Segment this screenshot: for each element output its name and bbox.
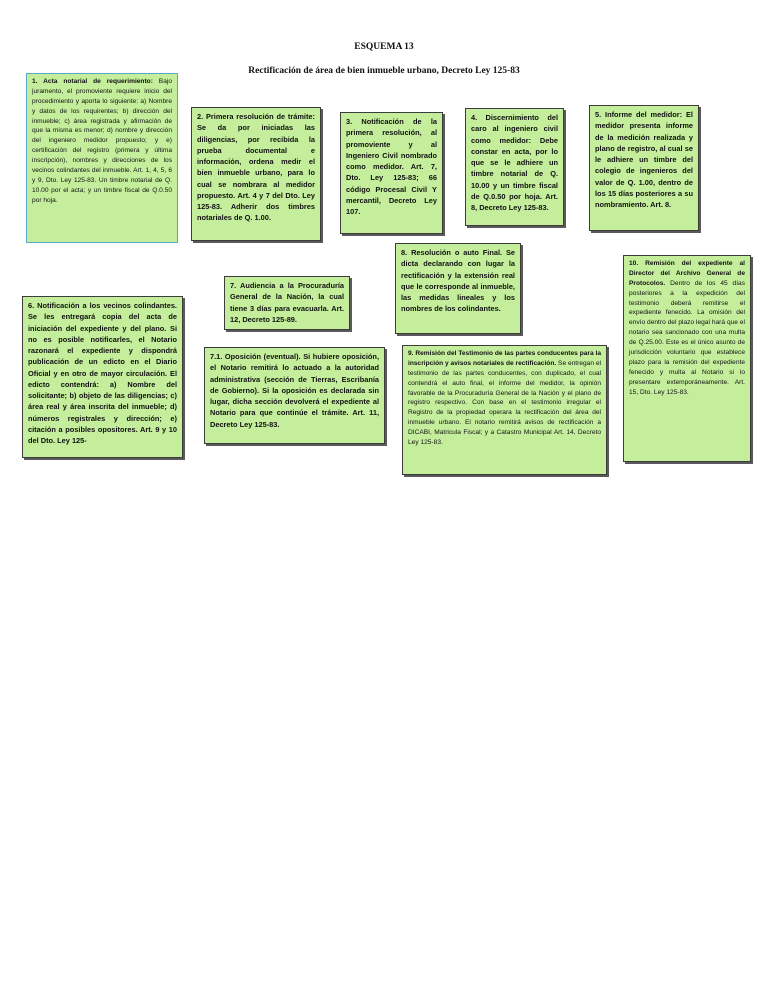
step-8-title: 8. Resolución o auto Final.: [401, 248, 503, 257]
step-10-body: Dentro de los 45 días posteriores a la expedición del testimonio deberá remitirse el expediente fenecido. La omisión del envío dentro del plazo legal hará que el notario sea sancionado con una multa de Q.25.00. Este es el único asunto de jurisdicción voluntario que establece plazo para la remisión del expediente fenecido y multa al Notario si lo presentare extemporáneamente. Art. 15, Dto. Ley 125-83.: [629, 279, 745, 396]
step-7-1-title: 7.1. Oposición (eventual).: [210, 352, 301, 361]
step-3-title: 3. Notificación de la primera resolución,: [346, 117, 437, 138]
step-9-box: [402, 345, 607, 475]
step-9-title: 9. Remisión del Testimonio de las partes conducentes para la inscripción y avisos notariales de rectificación.: [408, 350, 601, 367]
step-2-body: Se da por iniciadas las diligencias, por recibida la prueba documental e información, ordena medir el bien inmueble urbano, para lo cual se nombrara al medidor propuesto. Art. 4 y 7 del Dto. Ley 125-83. Adherir dos timbres notariales de Q. 1.00.: [197, 123, 315, 223]
step-1-title: 1. Acta notarial de requerimiento:: [32, 78, 153, 85]
step-5-title: 5. Informe del medidor:: [595, 110, 683, 119]
step-6-body: Se les entregará copia del acta de iniciación del expediente y del plano. Si no es posible notificarles, el Notario razonará el expediente y dispondrá publicación de un edicto en el Diario Oficial y en otro de mayor circulación. El edicto contendrá: a) Nombre del solicitante; b) objeto de las diligencias; c) área real y área inscrita del inmueble; d) números registrales y dirección; e) citación a posibles opositores. Art. 9 y 10 del Dto. Ley 125-: [28, 312, 177, 445]
page-title: ESQUEMA 13: [354, 42, 414, 52]
step-1-box: [26, 73, 178, 243]
step-3-body: al promoviente y al Ingeniero Civil nombrado como medidor. Art. 7, Dto. Ley 125-83; 66 código Procesal Civil Y mercantil, Decreto Ley 107.: [346, 128, 437, 216]
step-5-body: El medidor presenta informe de la medición realizada y plano de registro, al cual se le adhiere un timbre del colegio de ingenieros del valor de Q. 1.00, dentro de los 15 días posteriores a su nombramiento. Art. 8.: [595, 110, 693, 209]
step-1-body: Bajo juramento, el promoviente requiere inicio del procedimiento y aporta lo siguiente: a) Nombre y datos de los requirentes; b) dirección del inmueble; c) área registrada y afirmación de que la misma es menor; d) nombre y dirección del ingeniero medidor propuesto; y e) certificación del registro (primera y última inscripción), nombres y direcciones de los vecinos colindantes del inmueble. Art. 1, 4, 5, 6 y 9, Dto. Ley 125-83. Un timbre notarial de Q. 10.00 por el acta; y un timbre fiscal de Q.0.50 por hoja.: [32, 78, 173, 204]
page-subtitle: Rectificación de área de bien inmueble urbano, Decreto Ley 125-83: [248, 66, 520, 76]
step-6-box: [22, 296, 183, 458]
step-6-title: 6. Notificación a los vecinos colindantes.: [28, 301, 177, 310]
step-7-box: [224, 276, 350, 330]
step-2-box: [191, 107, 321, 241]
step-8-box: [395, 243, 521, 334]
step-7-body: la cual tiene 3 días para evacuarla. Art. 12, Decreto 125-89.: [230, 292, 345, 324]
step-2-title: 2. Primera resolución de trámite:: [197, 112, 315, 121]
step-7-1-body: Si hubiere oposición, el Notario remitirá lo actuado a la autoridad administrativa (sección de Tierras, Escribanía de Gobierno). Si la oposición es declarada sin lugar, dicha sección devolverá el expediente al Notario para que continúe el trámite. Art. 11, Decreto Ley 125-83.: [210, 352, 380, 429]
step-7-title: 7. Audiencia a la Procuraduría General de la Nación,: [230, 281, 344, 302]
step-4-box: [465, 108, 564, 226]
step-3-box: [340, 112, 443, 234]
step-4-body: Debe constar en acta, por lo que se le adhiere un timbre notarial de Q. 10.00 y un timbre fiscal de Q.0.50 por hoja. Art. 8, Decreto Ley 125-83.: [471, 135, 558, 212]
step-7-1-box: [204, 347, 385, 444]
step-10-box: [623, 255, 751, 462]
step-10-title: 10. Remisión del expediente al Director del Archivo General de Protocolos.: [629, 260, 745, 287]
step-9-body: Se entregan el testimonio de las partes conducentes, con duplicado, el cual contendrá el auto final, el informe del medidor, la opinión favorable de la Procuraduría General de la Nación y el plano de registro respectivo. Con base en el testimonio irregular el Registro de la propiedad operara la rectificación del área del inmueble urbano. El notario remitirá avisos de rectificación a DICABI, Matricula Fiscal; y a Catastro Municipal Art. 14, Decreto Ley 125-83.: [408, 359, 601, 447]
step-4-title: 4. Discernimiento del caro al ingeniero civil como medidor:: [471, 113, 558, 145]
step-5-box: [589, 105, 699, 231]
step-8-body: Se dicta declarando con lugar la rectificación y la extensión real que le corresponde al inmueble, las medidas lineales y los nombres de los colindantes.: [401, 248, 516, 314]
